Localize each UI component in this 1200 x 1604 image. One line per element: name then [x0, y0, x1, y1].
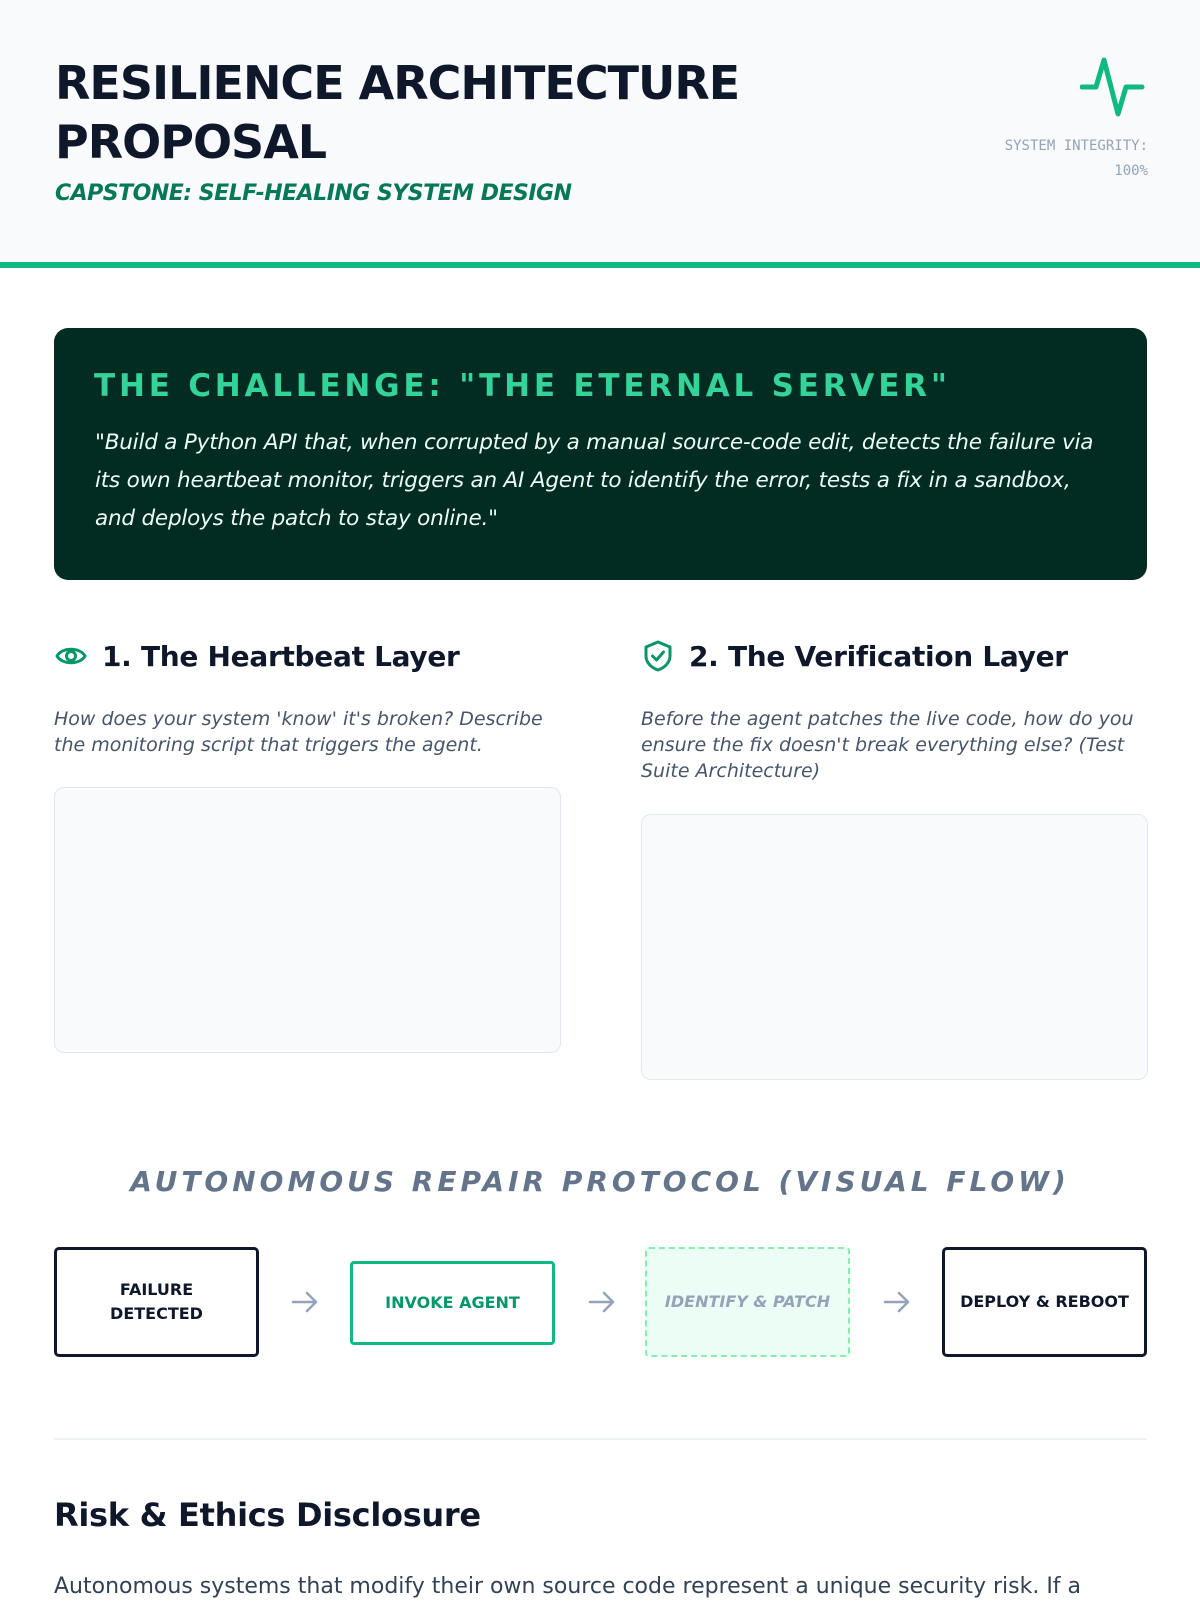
arrow-right-icon — [290, 1287, 320, 1317]
step-invoke-agent — [350, 1261, 555, 1345]
verification-section-title: 2. The Verification Layer — [689, 639, 1068, 673]
page-title: RESILIENCE ARCHITECTURE PROPOSAL — [55, 56, 740, 169]
eye-icon — [54, 639, 88, 673]
step-deploy-reboot — [942, 1247, 1147, 1357]
heartbeat-section-description: How does your system 'know' it's broken? Describe the monitoring script that triggers the agent. — [54, 708, 543, 756]
verification-section-header — [641, 639, 1068, 673]
section-divider — [54, 1438, 1147, 1440]
integrity-value: 100% — [1114, 163, 1148, 179]
step-label: FAILURE DETECTED — [110, 1280, 203, 1323]
challenge-card — [54, 328, 1147, 580]
page-subtitle: CAPSTONE: SELF-HEALING SYSTEM DESIGN — [55, 181, 572, 206]
pulse-icon — [1080, 54, 1146, 120]
challenge-quote: "Build a Python API that, when corrupted by a manual source-code edit, detects the failure via its own heartbeat monitor, triggers an AI Agent to identify the error, tests a fix in a sandbox, and deploys the patch to stay online." — [95, 430, 1094, 531]
arrow-right-icon — [587, 1287, 617, 1317]
step-failure-detected — [54, 1247, 259, 1357]
risk-title: Risk & Ethics Disclosure — [54, 1496, 481, 1534]
heartbeat-answer-box[interactable] — [54, 787, 561, 1053]
verification-section-description: Before the agent patches the live code, how do you ensure the fix doesn't break everything else? (Test Suite Architecture) — [641, 708, 1134, 782]
protocol-title: AUTONOMOUS REPAIR PROTOCOL (VISUAL FLOW) — [130, 1165, 1070, 1198]
step-identify-patch — [645, 1247, 850, 1357]
heartbeat-section-title: 1. The Heartbeat Layer — [102, 639, 460, 673]
challenge-title: THE CHALLENGE: "THE ETERNAL SERVER" — [94, 368, 951, 404]
step-label: INVOKE AGENT — [385, 1293, 520, 1312]
arrow-right-icon — [882, 1287, 912, 1317]
system-integrity — [908, 134, 1148, 184]
step-label: IDENTIFY & PATCH — [664, 1292, 831, 1311]
page-header — [0, 0, 1200, 268]
verification-answer-box[interactable] — [641, 814, 1148, 1080]
step-label: DEPLOY & REBOOT — [960, 1292, 1129, 1311]
shield-check-icon — [641, 639, 675, 673]
integrity-label: SYSTEM INTEGRITY: — [1004, 138, 1148, 154]
risk-body: Autonomous systems that modify their own source code represent a unique security risk. If a — [54, 1574, 1082, 1599]
heartbeat-section-header — [54, 639, 460, 673]
